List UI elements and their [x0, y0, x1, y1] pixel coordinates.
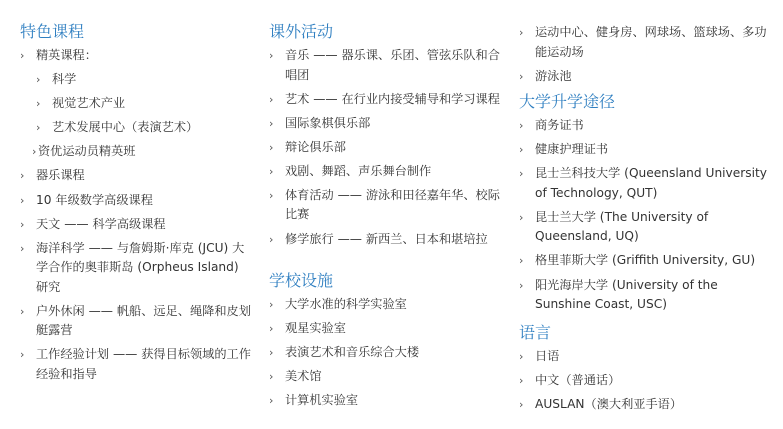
bullet-icon: › [269, 322, 274, 336]
bullet-icon: › [519, 167, 524, 181]
list-item: › 精英课程： [20, 46, 252, 66]
bullet-icon: › [269, 140, 274, 154]
list-item: › 美术馆 [269, 367, 509, 387]
list-item: › 运动中心、健身房、网球场、篮球场、多功能运动场 [519, 25, 767, 59]
featured-courses-list [20, 46, 252, 384]
list-item: › 科学 [20, 70, 252, 90]
bullet-icon: › [32, 145, 37, 159]
bullet-icon: › [519, 143, 524, 157]
facilities-list-continued [519, 23, 777, 86]
bullet-icon: › [269, 164, 274, 178]
bullet-icon: › [519, 210, 524, 224]
list-item: › 器乐课程 [20, 166, 252, 186]
list-item: › 音乐 —— 器乐课、乐团、管弦乐队和合唱团 [269, 48, 500, 82]
list-item: › 日语 [519, 347, 777, 367]
bullet-icon: › [36, 73, 41, 87]
list-item: › 大学水准的科学实验室 [269, 295, 509, 315]
list-item: › 户外休闲 —— 帆船、远足、绳降和皮划艇露营 [20, 303, 251, 338]
bullet-icon: › [36, 121, 41, 135]
list-item: › 天文 —— 科学高级课程 [20, 215, 252, 235]
list-item: › AUSLAN（澳大利亚手语） [519, 395, 777, 415]
list-item: › 海洋科学 —— 与詹姆斯·库克 (JCU) 大学合作的奥菲斯岛 (Orpheus Island) 研究 [20, 240, 245, 294]
bullet-icon: › [20, 304, 25, 318]
bullet-icon: › [269, 298, 274, 312]
column-3 [519, 0, 777, 419]
bullet-icon: › [20, 49, 25, 62]
bullet-icon: › [269, 370, 274, 384]
list-item: › 艺术发展中心（表演艺术） [20, 118, 252, 138]
bullet-icon: › [269, 232, 274, 246]
list-item: › 资优运动员精英班 [20, 142, 252, 162]
list-item: › 商务证书 [519, 116, 777, 136]
bullet-icon: › [269, 92, 274, 106]
list-item: › 观星实验室 [269, 319, 509, 339]
list-item: › 国际象棋俱乐部 [269, 114, 509, 134]
list-item: › 工作经验计划 —— 获得目标领域的工作经验和指导 [20, 347, 251, 381]
list-item: › 10 年级数学高级课程 [20, 191, 252, 211]
bullet-icon: › [519, 69, 524, 83]
list-item: › 视觉艺术产业 [20, 94, 252, 114]
list-item: › 戏剧、舞蹈、声乐舞台制作 [269, 162, 509, 182]
list-item: › 修学旅行 —— 新西兰、日本和堪培拉 [269, 230, 509, 250]
list-item: › 体育活动 —— 游泳和田径嘉年华、校际比赛 [269, 187, 500, 222]
bullet-icon: › [269, 188, 274, 202]
bullet-icon: › [519, 373, 524, 387]
bullet-icon: › [20, 217, 25, 231]
section-heading-languages: 语言 [519, 322, 552, 342]
facilities-list [269, 295, 509, 411]
bullet-icon: › [519, 397, 524, 411]
column-1 [20, 0, 252, 389]
section-heading-facilities: 学校设施 [269, 271, 334, 291]
list-item: › 格里菲斯大学 (Griffith University, GU) [519, 251, 777, 271]
list-item: › 辩论俱乐部 [269, 138, 509, 158]
list-item: › 阳光海岸大学 (University of the Sunshine Coast, USC) [519, 277, 718, 312]
bullet-icon: › [269, 116, 274, 130]
column-2 [269, 0, 509, 416]
list-item: › 艺术 —— 在行业内接受辅导和学习课程 [269, 90, 509, 110]
bullet-icon: › [519, 254, 524, 268]
bullet-icon: › [269, 346, 274, 360]
bullet-icon: › [519, 278, 524, 292]
list-item: › 中文（普通话） [519, 371, 777, 391]
section-heading-university-pathways: 大学升学途径 [519, 92, 616, 112]
list-item: › 游泳池 [519, 67, 777, 87]
bullet-icon: › [519, 119, 524, 133]
bullet-icon: › [269, 49, 274, 62]
languages-list [519, 347, 777, 415]
section-heading-extracurricular: 课外活动 [269, 22, 334, 41]
extracurricular-list [269, 46, 509, 249]
bullet-icon: › [269, 394, 274, 408]
list-item: › 昆士兰大学 (The University of Queensland, UQ) [519, 209, 709, 244]
bullet-icon: › [20, 348, 25, 362]
list-item: › 表演艺术和音乐综合大楼 [269, 343, 509, 363]
bullet-icon: › [519, 349, 524, 363]
list-item: › 计算机实验室 [269, 391, 509, 411]
list-item: › 健康护理证书 [519, 140, 777, 160]
bullet-icon: › [20, 169, 25, 183]
list-item: › 昆士兰科技大学 (Queensland University of Technology, QUT) [519, 166, 767, 200]
section-heading-featured-courses: 特色课程 [20, 22, 85, 41]
bullet-icon: › [20, 193, 25, 207]
bullet-icon: › [36, 97, 41, 111]
bullet-icon: › [20, 241, 25, 255]
bullet-icon: › [519, 26, 524, 39]
university-pathways-list [519, 116, 777, 314]
